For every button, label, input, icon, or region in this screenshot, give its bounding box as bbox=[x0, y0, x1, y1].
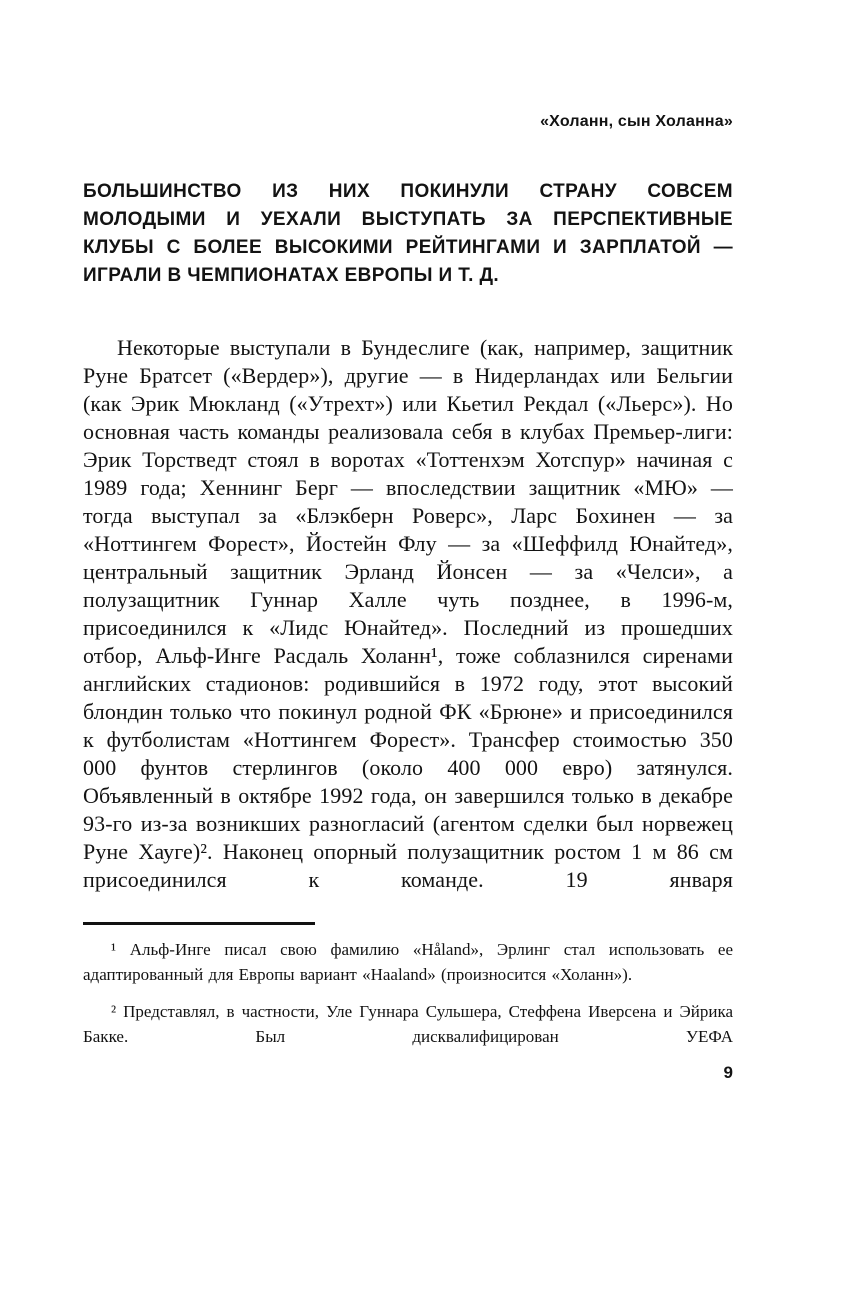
page-number: 9 bbox=[723, 1063, 733, 1082]
footnote-2: ² Представлял, в частности, Уле Гуннара Сульшера, Стеффена Иверсена и Эйрика Бакке. Был дисквалифицирован УЕФА bbox=[83, 1002, 733, 1046]
lead-paragraph: БОЛЬШИНСТВО ИЗ НИХ ПОКИНУЛИ СТРАНУ СОВСЕМ МОЛОДЫМИ И УЕХАЛИ ВЫСТУПАТЬ ЗА ПЕРСПЕКТИВНЫЕ КЛУБЫ С БОЛЕЕ ВЫСОКИМИ РЕЙТИНГАМИ И ЗАРПЛАТОЙ — ИГРАЛИ В ЧЕМПИОНАТАХ ЕВРОПЫ И Т. Д. bbox=[83, 181, 733, 286]
body-paragraph: Некоторые выступали в Бундеслиге (как, например, защитник Руне Братсет («Вердер»), другие — в Нидерландах или Бельгии (как Эрик Мюкланд («Утрехт») или Кьетил Рекдал («Льерс»). Но основная часть команды реализовала себя в клубах Премьер-лиги: Эрик Торстведт стоял в воротах «Тоттенхэм Хотспур» начиная с 1989 года; Хеннинг Берг — впоследствии защитник «МЮ» — тогда выступал за «Блэкберн Роверс», Ларс Бохинен — за «Ноттингем Форест», Йостейн Флу — за «Шеффилд Юнайтед», центральный защитник Эрланд Йонсен — за «Челси», а полузащитник Гуннар Халле чуть позднее, в 1996-м, присоединился к «Лидс Юнайтед». Последний из прошедших отбор, Альф-Инге Расдаль Холанн¹, тоже соблазнился сиренами английских стадионов: родившийся в 1972 году, этот высокий блондин только что покинул родной ФК «Брюне» и присоединился к футболистам «Ноттингем Форест». Трансфер стоимостью 350 000 фунтов стерлингов (около 400 000 евро) затянулся. Объявленный в октябре 1992 года, он завершился только в декабре 93-го из-за возникших разногласий (агентом сделки был норвежец Руне Хауге)². Наконец опорный полузащитник ростом 1 м 86 см присоединился к команде. 19 января bbox=[83, 335, 733, 892]
running-head: «Холанн, сын Холанна» bbox=[540, 113, 733, 130]
footnote-1: ¹ Альф-Инге писал свою фамилию «Håland», Эрлинг стал использовать ее адаптированный для Европы вариант «Haaland» (произносится «Холанн»). bbox=[83, 940, 733, 984]
footnote-divider bbox=[83, 922, 315, 925]
